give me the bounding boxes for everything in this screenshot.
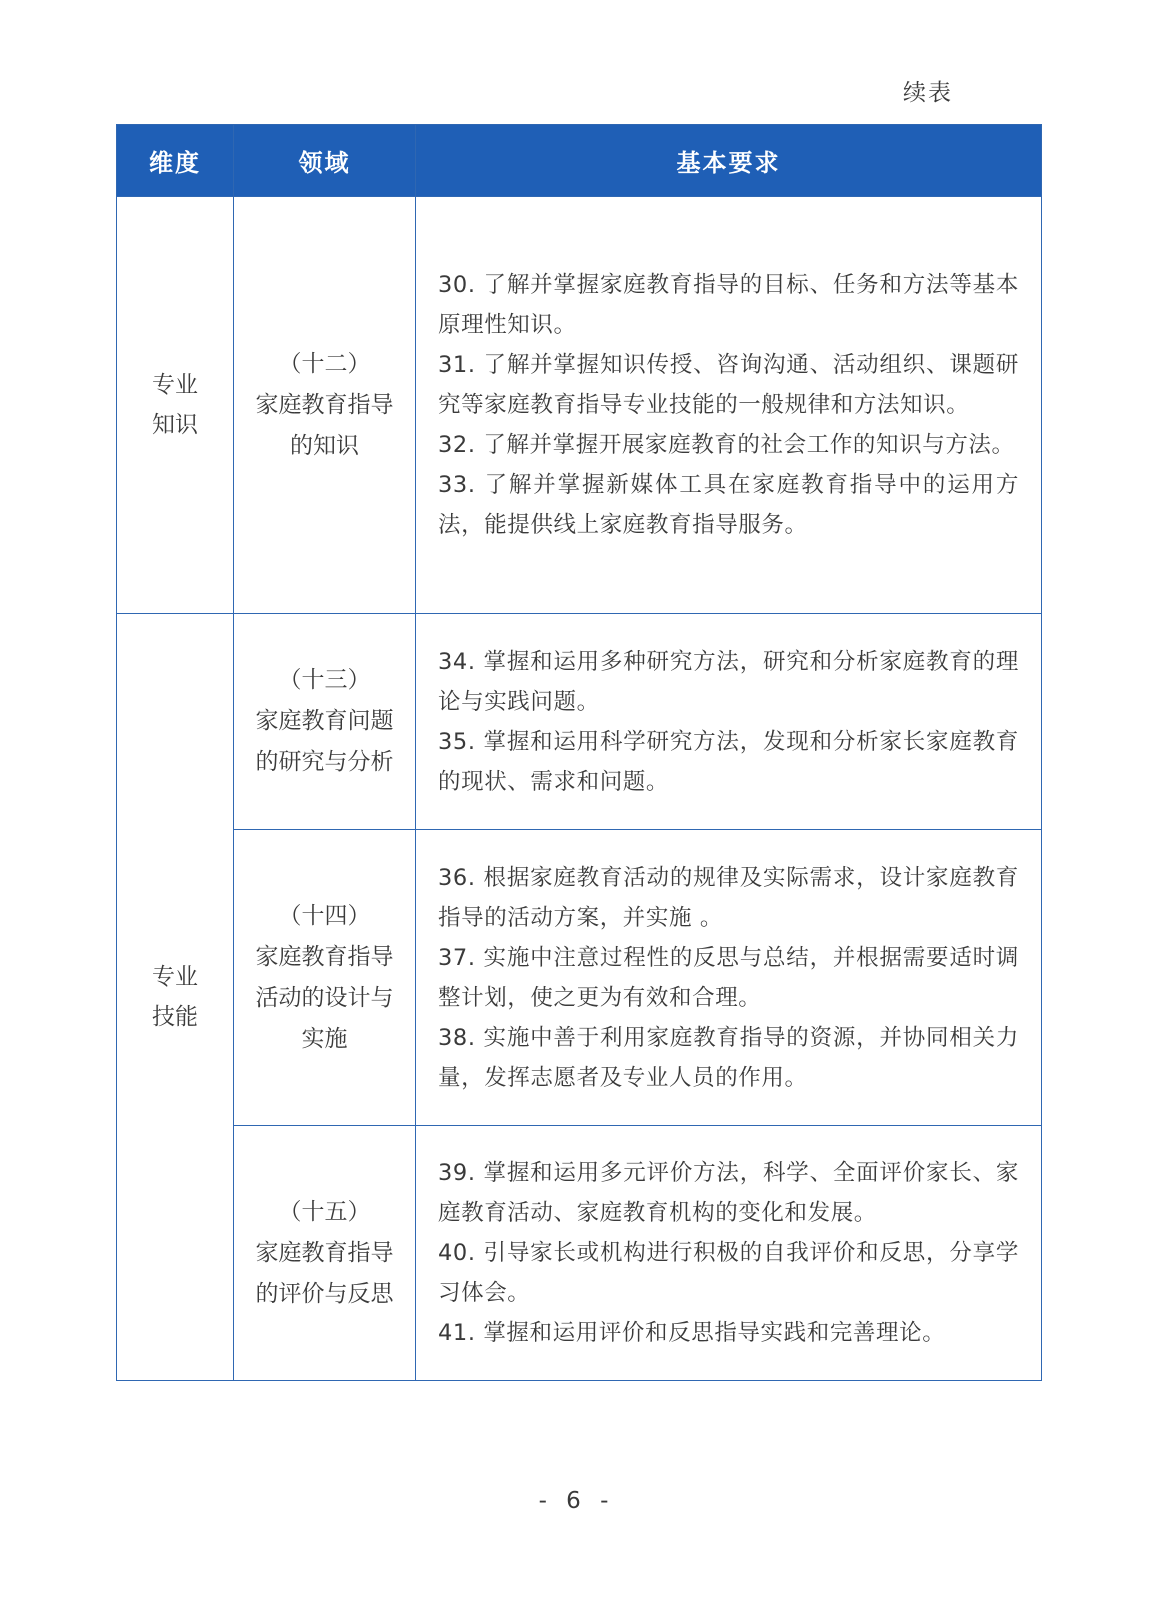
- requirement-item: 38. 实施中善于利用家庭教育指导的资源，并协同相关力量，发挥志愿者及专业人员的作用。: [438, 1024, 1019, 1091]
- dimension-line: 知识: [152, 412, 198, 438]
- field-line: 的评价与反思: [255, 1280, 394, 1307]
- field-cell-15: [234, 1126, 416, 1381]
- requirements-cell-12: [416, 197, 1042, 614]
- field-line: 家庭教育问题: [255, 708, 394, 734]
- header-field: 领域: [234, 125, 416, 197]
- field-cell-12: [234, 197, 416, 614]
- dimension-line: 技能: [152, 1004, 198, 1030]
- requirement-item: 36. 根据家庭教育活动的规律及实际需求，设计家庭教育指导的活动方案，并实施 。: [438, 864, 1019, 931]
- requirement-item: 32. 了解并掌握开展家庭教育的社会工作的知识与方法。: [438, 432, 1015, 458]
- requirement-item: 39. 掌握和运用多元评价方法，科学、全面评价家长、家庭教育活动、家庭教育机构的变化和发展。: [438, 1160, 1019, 1226]
- requirement-item: 35. 掌握和运用科学研究方法，发现和分析家长家庭教育的现状、需求和问题。: [438, 728, 1019, 795]
- requirements-cell-13: [416, 614, 1042, 830]
- requirement-item: 30. 了解并掌握家庭教育指导的目标、任务和方法等基本原理性知识。: [438, 272, 1019, 338]
- requirement-item: 34. 掌握和运用多种研究方法，研究和分析家庭教育的理论与实践问题。: [438, 648, 1019, 715]
- requirement-item: 40. 引导家长或机构进行积极的自我评价和反思，分享学习体会。: [438, 1240, 1019, 1306]
- field-line: （十三）: [278, 667, 371, 693]
- field-cell-13: [234, 614, 416, 830]
- dimension-line: 专业: [152, 372, 198, 398]
- continued-label: 续表: [903, 80, 953, 106]
- table-row: [117, 197, 1042, 614]
- field-line: 的知识: [290, 432, 359, 459]
- table-row: [117, 1126, 1042, 1381]
- field-line: （十二）: [278, 350, 371, 377]
- header-dimension: 维度: [117, 125, 234, 197]
- requirements-cell-14: [416, 830, 1042, 1126]
- page-number: - 6 -: [538, 1488, 615, 1514]
- field-line: 实施: [301, 1025, 348, 1052]
- field-line: （十四）: [278, 902, 371, 929]
- field-line: 的研究与分析: [255, 749, 394, 775]
- requirement-item: 41. 掌握和运用评价和反思指导实践和完善理论。: [438, 1320, 946, 1346]
- field-line: 活动的设计与: [255, 984, 394, 1011]
- requirements-cell-15: [416, 1126, 1042, 1381]
- dimension-cell-skills: [117, 614, 234, 1381]
- requirement-item: 31. 了解并掌握知识传授、咨询沟通、活动组织、课题研究等家庭教育指导专业技能的一般规律和方法知识。: [438, 352, 1019, 418]
- requirement-item: 37. 实施中注意过程性的反思与总结，并根据需要适时调整计划，使之更为有效和合理。: [438, 944, 1019, 1011]
- header-requirements: 基本要求: [416, 125, 1042, 197]
- table-row: [117, 830, 1042, 1126]
- dimension-cell-knowledge: [117, 197, 234, 614]
- field-line: 家庭教育指导: [255, 1239, 394, 1266]
- field-line: （十五）: [278, 1198, 371, 1225]
- field-cell-14: [234, 830, 416, 1126]
- table-row: [117, 614, 1042, 830]
- field-line: 家庭教育指导: [255, 943, 394, 970]
- requirement-item: 33. 了解并掌握新媒体工具在家庭教育指导中的运用方法，能提供线上家庭教育指导服务。: [438, 472, 1019, 538]
- dimension-line: 专业: [152, 964, 198, 990]
- field-line: 家庭教育指导: [255, 391, 394, 418]
- requirements-table: [116, 124, 1042, 1381]
- table-header-row: [117, 125, 1042, 197]
